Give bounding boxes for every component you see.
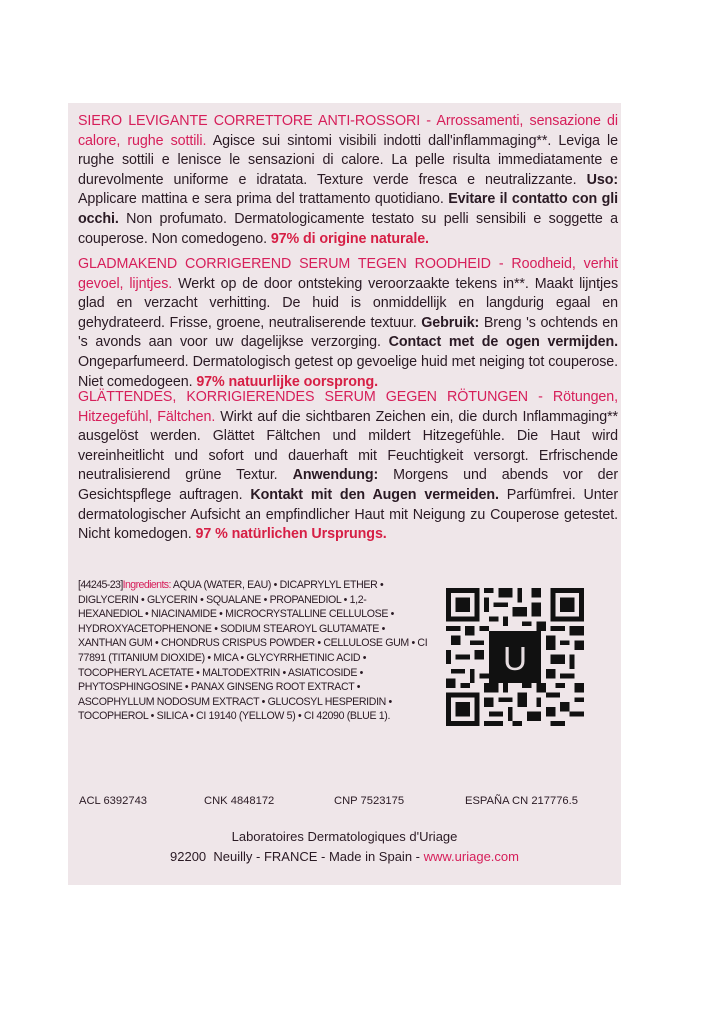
section-body-2: Parfümfrei. Unter dermatologischer Aufsicht an empfindlicher Haut mit Neigung zu Couperose getestet. Nicht komedogen.: [78, 486, 618, 543]
usage-label: Gebruik:: [421, 314, 480, 331]
section-german: GLÄTTENDES, KORRIGIERENDES SERUM GEGEN RÖTUNGEN - Rötungen, Hitzegefühl, Fältchen. Wirkt auf die sichtbaren Zeichen ein, die durch Inflammaging** ausgelöst werden. Glättet Fältchen und mildert Hitzegefühle. Die Haut wird vereinheitlicht und sofort und dauerhaft mit Feuchtigkeit versorgt. Erfrischende neutralisierend grüne Textur. Anwendung: Morgens und abends vor der Gesichtspflege auftragen. Kontakt mit den Augen vermeiden. Parfümfrei. Unter dermatologischer Aufsicht an empfindlicher Haut mit Neigung zu Couperose getestet. Nicht komedogen. 97 % natürlichen Ursprungs.: [78, 389, 619, 543]
eye-warning: Evitare il contatto con gli occhi.: [78, 191, 618, 227]
address-line: 92200 Neuilly - FRANCE - Made in Spain - www.uriage.com: [170, 849, 519, 864]
eye-warning: Kontakt mit den Augen vermeiden.: [250, 486, 499, 503]
batch-code: [44245-23]: [78, 579, 123, 591]
usage-text: Breng 's ochtends en 's avonds aan voor uw dagelijkse verzorging.: [78, 314, 618, 351]
natural-origin-claim: 97% di origine naturale.: [270, 230, 429, 247]
section-italian: SIERO LEVIGANTE CORRETTORE ANTI-ROSSORI - Arrossamenti, sensazione di calore, rughe sottili. Agisce sui sintomi visibili indotti dall'inflammaging**. Leviga le rughe sottili e lenisce le sensazioni di calore. La pelle risulta immediatamente e durevolmente uniforme e idratata. Texture verde fresca e neutralizzante. Uso: Applicare mattina e sera prima del trattamento quotidiano. Evitare il contatto con gli occhi. Non profumato. Dermatologicamente testato su pelli sensibili e soggette a couperose. Non comedogeno. 97% di origine naturale.: [78, 113, 618, 247]
section-body-2: Ongeparfumeerd. Dermatologisch getest op gevoelige huid met neiging tot couperose. Niet comedogeen.: [78, 353, 618, 390]
section-subtitle: Roodheid, verhit gevoel, lijntjes.: [78, 256, 619, 292]
qr-code[interactable]: [446, 588, 584, 726]
ingredients-text: AQUA (WATER, EAU) • DICAPRYLYL ETHER • DIGLYCERIN • GLYCERIN • SQUALANE • PROPANEDIOL • 1,2-HEXANEDIOL • NIACINAMIDE • MICROCRYSTALLINE CELLULOSE • HYDROXYACETOPHENONE • SODIUM STEAROYL GLUTAMATE • XANTHAN GUM • CHONDRUS CRISPUS POWDER • CELLULOSE GUM • CI 77891 (TITANIUM DIOXIDE) • MICA • GLYCYRRHETINIC ACID • TOCOPHERYL ACETATE • MALTODEXTRIN • ASIATICOSIDE • PHYTOSPHINGOSINE • PANAX GINSENG ROOT EXTRACT • ASCOPHYLLUM NODOSUM EXTRACT • GLUCOSYL HESPERIDIN • TOCOPHEROL • SILICA • CI 19140 (YELLOW 5) • CI 42090 (BLUE 1).: [78, 579, 428, 723]
ingredients-label: Ingredients:: [122, 579, 171, 591]
product-label-card: [68, 103, 621, 885]
cnp-code: CNP 7523175: [334, 795, 405, 807]
section-title: SIERO LEVIGANTE CORRETTORE ANTI-ROSSORI: [78, 113, 421, 129]
section-body-2: Non profumato. Dermatologicamente testato su pelli sensibili e soggette a couperose. Non comedogeno.: [78, 210, 618, 247]
website-link[interactable]: www.uriage.com: [423, 849, 519, 864]
usage-label: Uso:: [586, 171, 618, 188]
qr-code-icon: [446, 588, 584, 726]
usage-text: Morgens und abends vor der Gesichtspflege auftragen.: [78, 467, 618, 503]
natural-origin-claim: 97% natuurlijke oorsprong.: [196, 373, 379, 390]
ingredients-list: [78, 578, 430, 724]
usage-label: Anwendung:: [292, 467, 379, 484]
qr-logo-letter: U: [502, 640, 528, 678]
section-title: GLÄTTENDES, KORRIGIERENDES SERUM GEGEN RÖTUNGEN: [78, 389, 529, 405]
cnk-code: CNK 4848172: [204, 795, 275, 807]
company-name: Laboratoires Dermatologiques d'Uriage: [231, 829, 458, 844]
eye-warning: Contact met de ogen vermijden.: [388, 334, 618, 351]
section-body: Agisce sui sintomi visibili indotti dall'inflammaging**. Leviga le rughe sottili e lenisce le sensazioni di calore. La pelle risulta immediatamente e durevolmente uniforme e idratata. Texture verde fresca e neutralizzante.: [78, 132, 618, 188]
manufacturer-info: [68, 827, 621, 867]
section-subtitle: Arrossamenti, sensazione di calore, rughe sottili.: [78, 113, 618, 149]
espana-code: ESPAÑA CN 217776.5: [465, 795, 578, 807]
natural-origin-claim: 97 % natürlichen Ursprungs.: [195, 526, 387, 543]
usage-text: Applicare mattina e sera prima del trattamento quotidiano.: [78, 191, 449, 208]
section-dutch: GLADMAKEND CORRIGEREND SERUM TEGEN ROODHEID - Roodheid, verhit gevoel, lijntjes. Werkt op de door ontsteking veroorzaakte tekens in**. Maakt lijntjes glad en verzacht verhitting. De huid is onmiddellijk en langdurig egaal en gehydrateerd. Frisse, groene, neutraliserende textuur. Gebruik: Breng 's ochtends en 's avonds aan voor uw dagelijkse verzorging. Contact met de ogen vermijden. Ongeparfumeerd. Dermatologisch getest op gevoelige huid met neiging tot couperose. Niet comedogeen. 97% natuurlijke oorsprong.: [78, 256, 619, 390]
acl-code: ACL 6392743: [79, 795, 148, 807]
section-body: Wirkt auf die sichtbaren Zeichen ein, die durch Inflammaging** ausgelöst werden. Glättet Fältchen und mildert Hitzegefühle. Die Haut wird vereinheitlicht und sofort und dauerhaft mit Feuchtigkeit versorgt. Erfrischende neutralisierend grüne Textur.: [78, 408, 619, 484]
section-subtitle: Rötungen, Hitzegefühl, Fältchen.: [78, 389, 618, 425]
section-title: GLADMAKEND CORRIGEREND SERUM TEGEN ROODHEID: [78, 256, 491, 272]
section-body: Werkt op de door ontsteking veroorzaakte tekens in**. Maakt lijntjes glad en verzacht verhitting. De huid is onmiddellijk en langdurig egaal en gehydrateerd. Frisse, groene, neutraliserende textuur.: [78, 275, 618, 331]
